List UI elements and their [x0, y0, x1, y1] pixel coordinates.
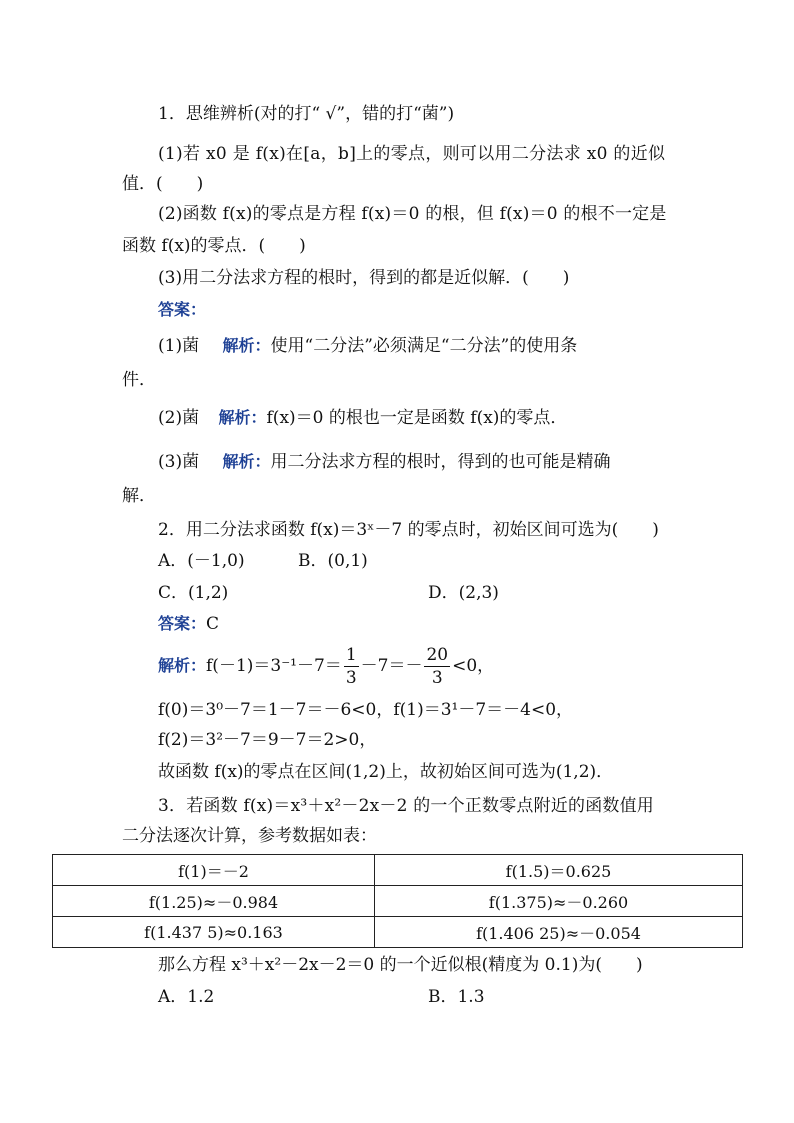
fraction-denominator: 3 [431, 668, 443, 688]
q1-answer-1-mark: (1)菌 [158, 336, 200, 356]
q2-calc-1-pre: f(－1)＝3⁻¹－7＝ [206, 656, 342, 676]
fraction-twenty-thirds [424, 644, 450, 689]
table-cell: f(1)＝－2 [53, 855, 375, 886]
q1-answer-2-text: f(x)＝0 的根也一定是函数 f(x)的零点． [266, 408, 568, 428]
q1-statement-2: (2)函数 f(x)的零点是方程 f(x)＝0 的根，但 f(x)＝0 的根不一定是 [158, 204, 667, 224]
table-cell: f(1.375)≈－0.260 [375, 886, 743, 917]
q1-title: 1．思维辨析(对的打“ √”，错的打“菌”) [158, 104, 455, 124]
q3-stem: 3．若函数 f(x)＝x³＋x²－2x－2 的一个正数零点附近的函数值用 [158, 796, 654, 816]
q1-answer-1-cont: 件． [122, 370, 156, 390]
table-cell: f(1.25)≈－0.984 [53, 886, 375, 917]
q1-answer-3-label: 解析： [222, 452, 271, 471]
q1-answer-3-cont: 解． [122, 486, 156, 506]
q2-calc-1-post: <0， [452, 656, 495, 676]
q1-answer-label: 答案： [158, 300, 207, 319]
q2-calc-line-1 [158, 642, 494, 690]
q2-stem: 2．用二分法求函数 f(x)＝3ˣ－7 的零点时，初始区间可选为( ) [158, 520, 659, 540]
q1-statement-3: (3)用二分法求方程的根时，得到的都是近似解．( ) [158, 268, 570, 288]
q1-answer-3-text: 用二分法求方程的根时，得到的也可能是精确 [270, 452, 611, 472]
q1-answer-1-text: 使用“二分法”必须满足“二分法”的使用条 [270, 336, 578, 356]
q2-conclusion: 故函数 f(x)的零点在区间(1,2)上，故初始区间可选为(1,2)． [158, 762, 614, 782]
q3-question: 那么方程 x³＋x²－2x－2＝0 的一个近似根(精度为 0.1)为( ) [158, 955, 643, 975]
table-cell: f(1.5)＝0.625 [375, 855, 743, 886]
q1-answer-3-mark: (3)菌 [158, 452, 200, 472]
q2-calc-line-3: f(2)＝3²－7＝9－7＝2>0， [158, 730, 377, 750]
table-cell: f(1.437 5)≈0.163 [53, 917, 375, 948]
q1-statement-1-cont: 值．( ) [122, 174, 204, 194]
fraction-numerator: 1 [345, 645, 357, 665]
q1-answer-2 [158, 406, 567, 430]
table-row [53, 917, 743, 948]
q1-answer-1 [158, 334, 577, 358]
q1-answer-2-mark: (2)菌 [158, 408, 200, 428]
q2-calc-1-mid: －7＝－ [360, 656, 423, 676]
q2-answer [158, 612, 219, 636]
q2-answer-value: C [206, 614, 220, 634]
reference-data-table [52, 854, 743, 948]
fraction-numerator: 20 [426, 645, 449, 665]
q2-option-a: A．(－1,0) [158, 551, 245, 571]
q2-analysis-label: 解析： [158, 656, 207, 675]
table-row [53, 886, 743, 917]
fraction-denominator: 3 [345, 668, 357, 688]
table-row [53, 855, 743, 886]
q2-answer-label: 答案： [158, 614, 207, 633]
q1-statement-1: (1)若 x0 是 f(x)在[a，b]上的零点，则可以用二分法求 x0 的近似 [158, 144, 666, 164]
q3-option-b: B．1.3 [428, 987, 485, 1007]
q1-answer-3 [158, 450, 611, 474]
q2-calc-line-2: f(0)＝3⁰－7＝1－7＝－6<0，f(1)＝3¹－7＝－4<0， [158, 700, 574, 720]
q3-option-a: A．1.2 [158, 987, 215, 1007]
q1-answer-1-label: 解析： [222, 336, 271, 355]
q1-statement-2-cont: 函数 f(x)的零点．( ) [122, 236, 306, 256]
q2-option-d: D．(2,3) [428, 583, 499, 603]
table-cell: f(1.406 25)≈－0.054 [375, 917, 743, 948]
q2-option-c: C．(1,2) [158, 583, 229, 603]
q2-option-b: B．(0,1) [298, 551, 368, 571]
q1-answer-2-label: 解析： [218, 408, 267, 427]
q3-stem-cont: 二分法逐次计算，参考数据如表： [122, 826, 377, 846]
fraction-one-third [344, 644, 359, 689]
